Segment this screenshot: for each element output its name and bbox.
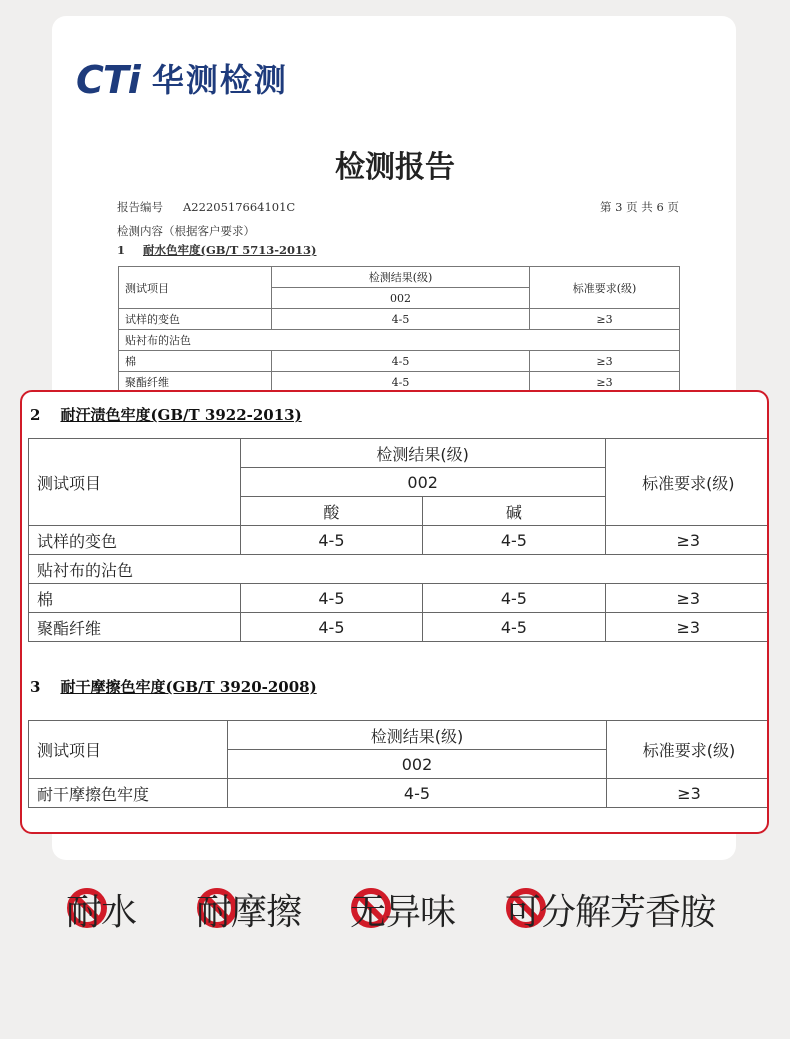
header-alkali: 碱 (423, 497, 605, 526)
section3-title: 耐干摩擦色牢度(GB/T 3920-2008) (60, 678, 317, 696)
section1-title: 耐水色牢度(GB/T 5713-2013) (143, 243, 317, 257)
logo-brand: CTi (76, 58, 140, 102)
section2-table (28, 438, 769, 642)
report-number-label: 报告编号 (117, 200, 163, 214)
section3-table (28, 720, 769, 808)
section3-number: 3 (30, 678, 41, 696)
page-info: 第 3 页 共 6 页 (600, 200, 679, 214)
row-item: 聚酯纤维 (119, 372, 272, 393)
row-item: 试样的变色 (119, 309, 272, 330)
section1-table (118, 266, 680, 393)
row-alkali: 4-5 (423, 584, 605, 613)
header-acid: 酸 (240, 497, 422, 526)
feature-strip (0, 880, 790, 950)
table-row (119, 309, 680, 330)
row-alkali: 4-5 (423, 526, 605, 555)
header-sample: 002 (228, 750, 607, 779)
row-value: 4-5 (272, 372, 530, 393)
row-item: 棉 (29, 584, 241, 613)
section2-title: 耐汗渍色牢度(GB/T 3922-2013) (60, 406, 302, 424)
header-item: 测试项目 (29, 439, 241, 526)
header-standard: 标准要求(级) (607, 721, 770, 779)
section1-heading (117, 242, 317, 258)
row-value: 4-5 (272, 351, 530, 372)
row-value: 4-5 (272, 309, 530, 330)
row-acid: 4-5 (240, 584, 422, 613)
header-item: 测试项目 (119, 267, 272, 309)
feature-label: 无异味 (350, 892, 456, 933)
table-row (29, 526, 770, 555)
table-row (119, 351, 680, 372)
row-standard: ≥3 (605, 613, 769, 642)
row-standard: ≥3 (530, 372, 680, 393)
cti-logo (76, 60, 288, 100)
row-value: 4-5 (228, 779, 607, 808)
table-row (29, 555, 770, 584)
table-header-row (29, 439, 770, 468)
section1-number: 1 (117, 243, 126, 257)
row-standard: ≥3 (530, 351, 680, 372)
row-acid: 4-5 (240, 613, 422, 642)
row-item: 贴衬布的沾色 (119, 330, 680, 351)
report-number-value: A2220517664101C (183, 200, 296, 214)
section2-heading (30, 404, 302, 425)
feature-label: 耐摩擦 (196, 892, 302, 933)
feature-label: 耐水 (66, 892, 137, 933)
report-number-line (117, 199, 295, 215)
logo-company-name: 华测检测 (151, 61, 288, 99)
header-result: 检测结果(级) (228, 721, 607, 750)
row-item: 耐干摩擦色牢度 (29, 779, 228, 808)
row-alkali: 4-5 (423, 613, 605, 642)
header-sample: 002 (272, 288, 530, 309)
table-row (29, 584, 770, 613)
section2-number: 2 (30, 406, 41, 424)
row-item: 棉 (119, 351, 272, 372)
header-item: 测试项目 (29, 721, 228, 779)
table-row (119, 330, 680, 351)
report-title: 检测报告 (335, 150, 455, 185)
feature-label: 可分解芳香胺 (505, 892, 716, 933)
header-sample: 002 (240, 468, 605, 497)
row-standard: ≥3 (607, 779, 770, 808)
row-item: 聚酯纤维 (29, 613, 241, 642)
table-row (29, 779, 770, 808)
table-header-row (119, 267, 680, 288)
header-standard: 标准要求(级) (605, 439, 769, 526)
row-standard: ≥3 (530, 309, 680, 330)
row-item: 试样的变色 (29, 526, 241, 555)
table-header-row (29, 721, 770, 750)
row-acid: 4-5 (240, 526, 422, 555)
row-standard: ≥3 (605, 526, 769, 555)
header-standard: 标准要求(级) (530, 267, 680, 309)
content-label: 检测内容（根据客户要求） (117, 224, 255, 238)
zoomed-highlight-box (20, 390, 769, 834)
section3-heading (30, 676, 317, 697)
header-result: 检测结果(级) (272, 267, 530, 288)
table-row (29, 613, 770, 642)
row-item: 贴衬布的沾色 (29, 555, 770, 584)
header-result: 检测结果(级) (240, 439, 605, 468)
row-standard: ≥3 (605, 584, 769, 613)
